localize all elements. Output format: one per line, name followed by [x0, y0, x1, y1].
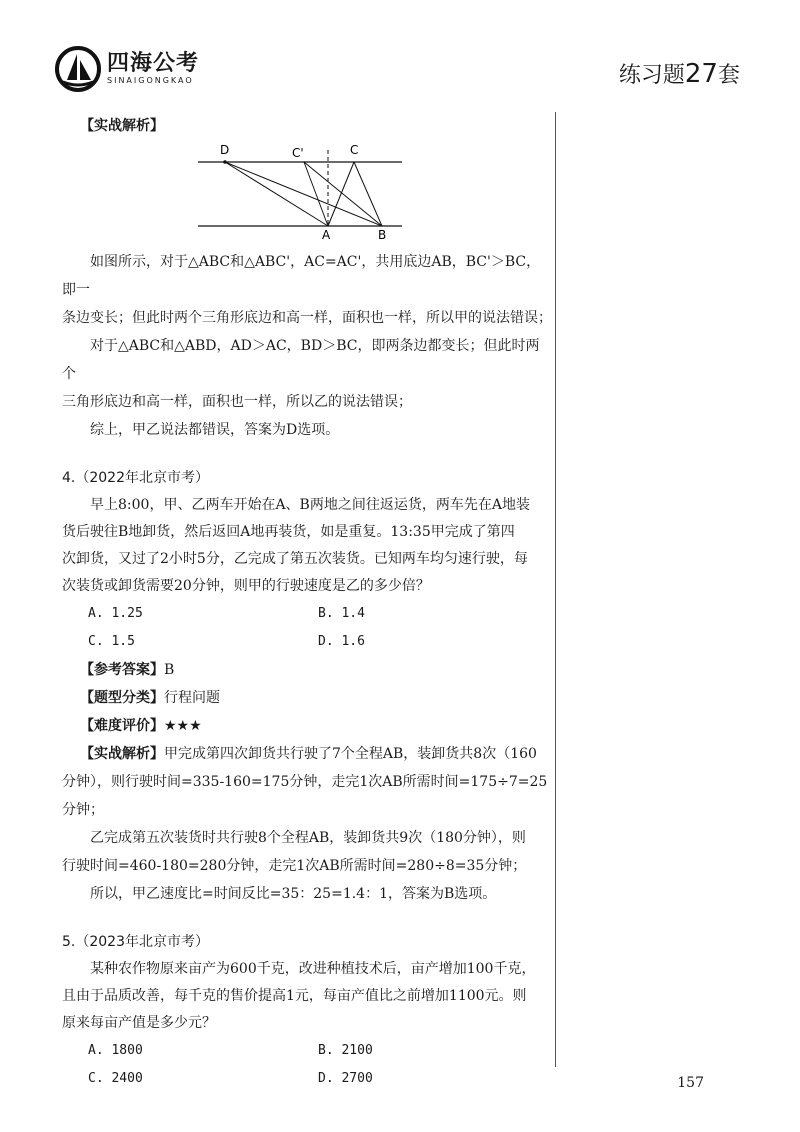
q5-option-d[interactable]: D. 2700: [318, 1071, 373, 1086]
label-C: C: [350, 143, 359, 157]
label-C-prime: C': [292, 146, 304, 160]
analysis1-p1-line1: 如图所示，对于△ABC和△ABC'，AC=AC'，共用底边AB，BC'＞BC，即一: [62, 254, 541, 298]
q4-type-row: [80, 684, 552, 712]
column-divider: [555, 112, 556, 1067]
q4-type: 行程问题: [164, 690, 220, 706]
q4-answer-row: [80, 656, 552, 684]
set-title-prefix: 练习题: [618, 63, 685, 88]
q5-option-b[interactable]: B. 2100: [318, 1043, 373, 1058]
brand-logo: [55, 46, 199, 92]
analysis1-p1-line2: 条边变长；但此时两个三角形底边和高一样，面积也一样，所以甲的说法错误；: [62, 310, 552, 326]
q4-analysis-line5: 所以，甲乙速度比=时间反比=35：25=1.4：1，答案为B选项。: [90, 886, 497, 902]
q4-stem-line3: 次卸货，又过了2小时5分，乙完成了第五次装货。已知两车均匀速行驶，每: [62, 551, 528, 567]
q4-analysis-line1-row: [80, 740, 552, 768]
q4-option-b[interactable]: B. 1.4: [318, 606, 365, 621]
q4-stem-line1: 早上8:00，甲、乙两车开始在A、B两地之间往返运货，两车先在A地装: [90, 497, 530, 513]
page-content: [62, 112, 552, 1093]
page-number: 157: [677, 1075, 704, 1091]
q5-option-a[interactable]: A. 1800: [88, 1043, 143, 1058]
analysis-heading: 【实战解析】: [80, 118, 164, 134]
q4-stem-line4: 次装货或卸货需要20分钟，则甲的行驶速度是乙的多少倍？: [62, 578, 430, 594]
sail-logo-icon: [55, 46, 101, 92]
q5-stem-line2: 且由于品质改善，每千克的售价提高1元，每亩产值比之前增加1100元。则: [62, 988, 527, 1004]
analysis1-p2-line2: 三角形底边和高一样，面积也一样，所以乙的说法错误；: [62, 394, 412, 410]
q5-stem-line1: 某种农作物原来亩产为600千克，改进种植技术后，亩产增加100千克，: [90, 961, 536, 977]
q5-option-c[interactable]: C. 2400: [88, 1071, 143, 1086]
q4-difficulty-label: 【难度评价】: [80, 718, 164, 734]
q4-analysis-line4: 行驶时间=460-180=280分钟，走完1次AB所需时间=280÷8=35分钟；: [62, 858, 527, 874]
q4-answer-label: 【参考答案】: [80, 662, 164, 678]
q5-title: 5.（2023年北京市考）: [62, 934, 209, 950]
q4-analysis-label: 【实战解析】: [80, 746, 164, 762]
q5-stem-line3: 原来每亩产值是多少元？: [62, 1015, 216, 1031]
q4-type-label: 【题型分类】: [80, 690, 164, 706]
q4-options: [62, 600, 552, 656]
q4-analysis-line2: 分钟），则行驶时间=335-160=175分钟，走完1次AB所需时间=175÷7=25分钟；: [62, 774, 548, 818]
practice-set-title: [619, 58, 740, 89]
logo-subtitle: SINAIGONGKAO: [107, 76, 194, 85]
triangle-diagram: [192, 140, 412, 240]
q4-option-c[interactable]: C. 1.5: [88, 634, 135, 649]
analysis1-p3: 综上，甲乙说法都错误，答案为D选项。: [90, 422, 340, 438]
set-title-suffix: 套: [717, 63, 740, 88]
analysis1-p2-line1: 对于△ABC和△ABD，AD＞AC，BD＞BC，即两条边都变长；但此时两个: [62, 338, 540, 382]
q4-analysis-line3: 乙完成第五次装货时共行驶8个全程AB，装卸货共9次（180分钟），则: [90, 830, 526, 846]
set-title-number: 27: [684, 59, 718, 89]
q4-option-d[interactable]: D. 1.6: [318, 634, 365, 649]
q4-title: 4.（2022年北京市考）: [62, 470, 209, 486]
label-A: A: [322, 228, 331, 240]
q4-analysis-line1: 甲完成第四次卸货共行驶了7个全程AB，装卸货共8次（160: [164, 746, 537, 762]
q4-difficulty-row: [80, 712, 552, 740]
q5-options: [62, 1037, 552, 1093]
q4-difficulty-stars: ★★★: [164, 718, 202, 734]
q4-option-a[interactable]: A. 1.25: [88, 606, 143, 621]
label-D: D: [220, 143, 230, 157]
q4-answer: B: [164, 662, 175, 678]
label-B: B: [378, 228, 387, 240]
q4-stem-line2: 货后驶往B地卸货，然后返回A地再装货，如是重复。13:35甲完成了第四: [62, 524, 515, 540]
logo-name: 四海公考: [107, 51, 200, 76]
